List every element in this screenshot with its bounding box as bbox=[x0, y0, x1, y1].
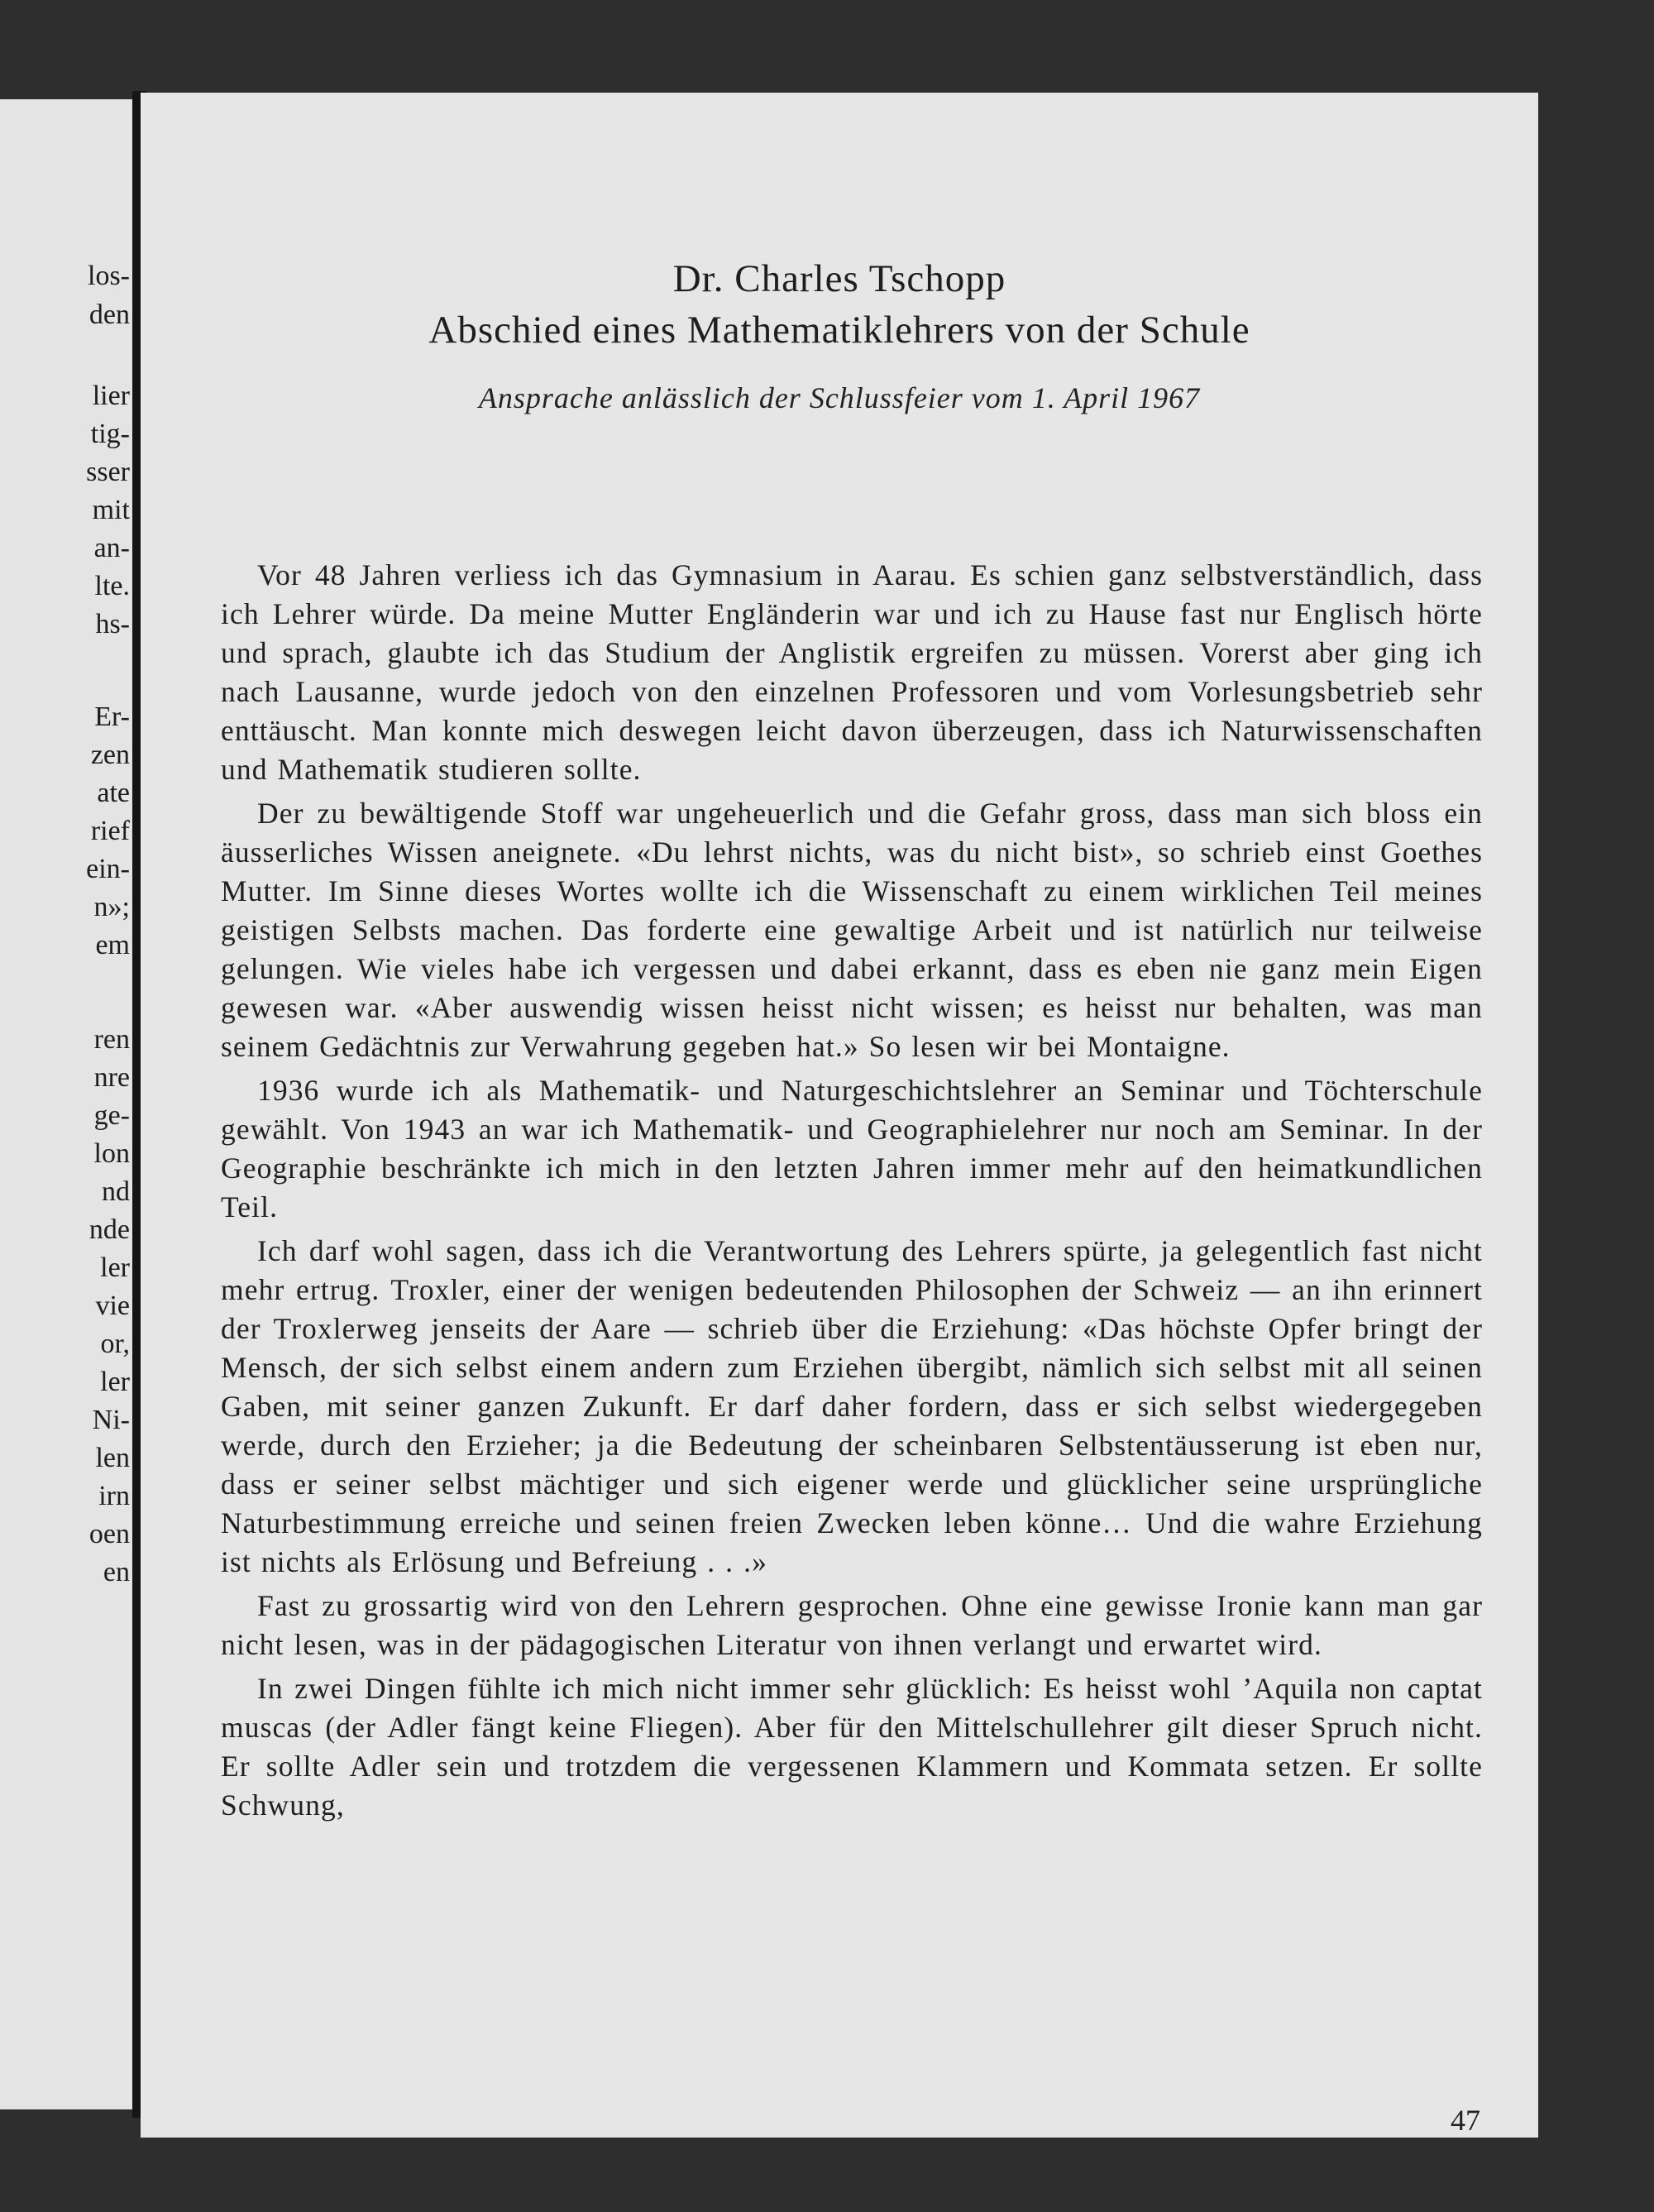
paragraph: Vor 48 Jahren verliess ich das Gymnasium in Aarau. Es schien ganz selbstverständlich, dass ich Lehrer würde. Da meine Mutter Engländerin war und ich zu Hause fast nur Englisch hörte und sprach, glaubte ich das Studium der Anglistik ergreifen zu müssen. Vorerst aber ging ich nach Lausanne, wurde jedoch von den einzelnen Professoren und vom Vorlesungsbetrieb sehr enttäuscht. Man konnte mich deswegen leicht davon überzeugen, dass ich Naturwissenschaften und Mathematik studieren sollte. bbox=[221, 558, 1483, 786]
facing-page-fragment: an- bbox=[93, 533, 130, 563]
article-title: Abschied eines Mathematiklehrers von der Schule bbox=[428, 309, 1250, 352]
facing-page-fragment: Er- bbox=[94, 701, 130, 732]
facing-page-fragment: Ni- bbox=[92, 1405, 130, 1435]
paragraph: Ich darf wohl sagen, dass ich die Verantwortung des Lehrers spürte, ja gelegentlich fast nicht mehr ertrug. Troxler, einer der wenigen bedeutenden Philosophen der Schweiz — an ihn erinnert der Troxlerweg jenseits der Aare — schrieb über die Erziehung: «Das höchste Opfer bringt der Mensch, der sich selbst einem andern zum Erziehen übergibt, nämlich sich selbst mit all seinen Gaben, mit seiner ganzen Zukunft. Er darf daher fordern, dass er sich selbst wiedergegeben werde, durch den Erzieher; ja die Bedeutung der scheinbaren Selbstentäusserung ist eben nur, dass er seiner selbst mächtiger und sich eigener werde und glücklicher seine ursprüngliche Naturbestimmung erreiche und seinen freien Zwecken leben könne… Und die wahre Erziehung ist nichts als Erlösung und Befreiung . . .» bbox=[221, 1234, 1483, 1578]
facing-page-fragment: ler bbox=[100, 1252, 130, 1283]
facing-page-fragment: irn bbox=[98, 1481, 130, 1511]
facing-page-fragment: lon bbox=[93, 1138, 130, 1169]
facing-page-fragment: los- bbox=[88, 261, 130, 291]
facing-page-fragment: vie bbox=[95, 1290, 130, 1321]
facing-page-fragment: oen bbox=[88, 1519, 130, 1549]
paragraph: 1936 wurde ich als Mathematik- und Naturgeschichtslehrer an Seminar und Töchterschule gewählt. Von 1943 an war ich Mathematik- und Geographielehrer nur noch am Seminar. In der Geographie beschränkte ich mich in den letzten Jahren immer mehr auf den heimatkundlichen Teil. bbox=[221, 1074, 1483, 1223]
article-body bbox=[221, 556, 1483, 1830]
facing-page-fragment: or, bbox=[100, 1329, 130, 1359]
facing-page-fragment: lier bbox=[92, 381, 130, 411]
paragraph: In zwei Dingen fühlte ich mich nicht immer sehr glücklich: Es heisst wohl ’Aquila non captat muscas (der Adler fängt keine Fliegen). Aber für den Mittelschullehrer gilt dieser Spruch nicht. Er sollte Adler sein und trotzdem die vergessenen Klammern und Kommata setzen. Er sollte Schwung, bbox=[221, 1672, 1483, 1822]
facing-page-fragment: zen bbox=[90, 740, 130, 770]
facing-page-fragment: lte. bbox=[94, 571, 130, 601]
facing-page-fragment: em bbox=[95, 930, 130, 960]
facing-page-fragment: sser bbox=[86, 457, 130, 487]
facing-page-fragment: nde bbox=[88, 1214, 130, 1245]
facing-page-fragment: ler bbox=[100, 1367, 130, 1397]
facing-page-fragment: hs- bbox=[95, 609, 130, 639]
facing-page-fragment: rief bbox=[90, 816, 130, 846]
facing-page-fragment: n»; bbox=[93, 892, 130, 922]
article-subtitle: Ansprache anlässlich der Schlussfeier vom 1. April 1967 bbox=[478, 381, 1201, 414]
book-page bbox=[141, 93, 1538, 2138]
page-number: 47 bbox=[1451, 2104, 1480, 2137]
facing-page-fragment: nre bbox=[93, 1062, 130, 1093]
facing-page-fragment: den bbox=[88, 299, 130, 330]
facing-page-fragment: mit bbox=[92, 495, 130, 525]
article-author: Dr. Charles Tschopp bbox=[672, 257, 1006, 300]
paragraph: Fast zu grossartig wird von den Lehrern gesprochen. Ohne eine gewisse Ironie kann man gar nicht lesen, was in der pädagogischen Literatur von ihnen verlangt und erwartet wird. bbox=[221, 1589, 1483, 1661]
paragraph: Der zu bewältigende Stoff war ungeheuerlich und die Gefahr gross, dass man sich bloss ein äusserliches Wissen aneignete. «Du lehrst nichts, was du nicht bist», so schrieb einst Goethes Mutter. Im Sinne dieses Wortes wollte ich die Wissenschaft zu einem wirklichen Teil meines geistigen Selbsts machen. Das forderte eine gewaltige Arbeit und ist natürlich nur teilweise gelungen. Wie vieles habe ich vergessen und dabei erkannt, dass es eben nie ganz mein Eigen gewesen war. «Aber auswendig wissen heisst nicht wissen; es heisst nur behalten, was man seinem Gedächtnis zur Verwahrung gegeben hat.» So lesen wir bei Montaigne. bbox=[221, 797, 1483, 1063]
facing-page-fragment: nd bbox=[102, 1176, 130, 1207]
facing-page-fragment: en bbox=[103, 1557, 130, 1587]
facing-page-edge bbox=[0, 99, 136, 2109]
facing-page-fragment: ate bbox=[97, 778, 130, 808]
facing-page-fragment: len bbox=[95, 1443, 130, 1473]
facing-page-fragment: ren bbox=[93, 1024, 130, 1055]
facing-page-fragment: ein- bbox=[86, 854, 130, 884]
facing-page-fragment: ge- bbox=[93, 1100, 130, 1131]
facing-page-fragment: tig- bbox=[90, 419, 130, 449]
